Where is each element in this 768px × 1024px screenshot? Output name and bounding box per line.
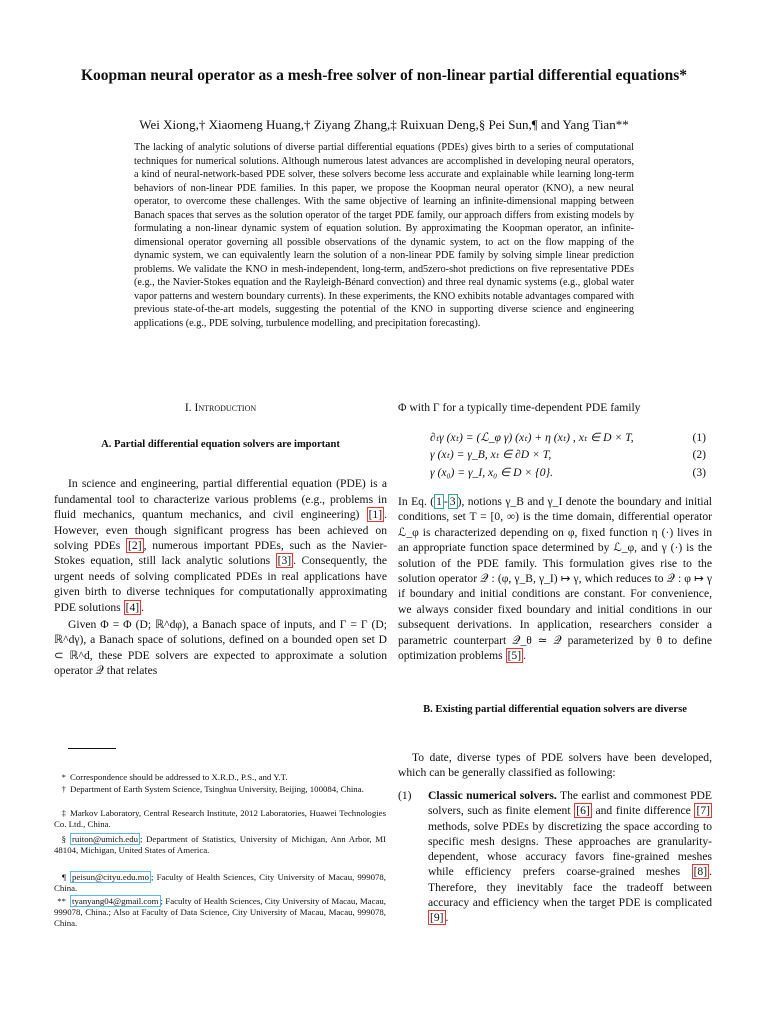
equation-link[interactable]: 1 <box>436 495 442 508</box>
equation-3: γ (x₀) = γ_I, x₀ ∈ D × {0}. (3) <box>430 466 706 479</box>
right-paragraph-2: To date, diverse types of PDE solvers have been developed, which can be generally classified as following: <box>398 751 712 780</box>
citation-link[interactable]: [4] <box>125 600 140 614</box>
footnote-6: ** tyanyang04@gmail.com ; Faculty of Health Sciences, City University of Macau, Macau, 999078, China.; Also at Faculty of Data Science, City University of Macau, Macau, 999078, China. <box>54 896 386 929</box>
citation-link[interactable]: [7] <box>696 804 711 818</box>
equation-link[interactable]: 3 <box>449 495 456 508</box>
footnote-1: * Correspondence should be addressed to X.R.D., P.S., and Y.T. <box>61 772 288 782</box>
subsection-heading-a: A. Partial differential equation solvers are important <box>101 439 340 451</box>
citation-link[interactable]: [6] <box>576 804 590 818</box>
author-list: Wei Xiong,† Xiaomeng Huang,† Ziyang Zhang,‡ Ruixuan Deng,§ Pei Sun,¶ and Yang Tian** <box>139 117 629 132</box>
intro-paragraph-2: Given Φ = Φ (D; ℝ^dφ), a Banach space of inputs, and Γ = Γ (D; ℝ^dγ), a Banach space of solutions, defined on a bounded open set D ⊂ ℝ^d, these PDE solvers are expected to approximate a solution operator 𝒬 that relates <box>54 618 387 678</box>
left-column <box>54 400 387 679</box>
solver-list <box>398 788 712 926</box>
subsection-b-block <box>398 703 712 717</box>
subsection-heading-b: B. Existing partial differential equation solvers are diverse <box>423 704 687 715</box>
section-heading-introduction: I. Introduction <box>184 401 257 414</box>
email-link[interactable]: peisun@cityu.edu.mo <box>72 872 149 882</box>
footnote-4: § ruiton@umich.edu ; Department of Statistics, University of Michigan, Ann Arbor, MI 48104, Michigan, United States of America. <box>54 834 386 856</box>
list-item: (1) Classic numerical solvers. The earlist and commonest PDE solvers, such as finite element [6] and finite difference [7] methods, solve PDEs by discretizing the space according to specific mesh designs. These approaches are granularity-dependent, whose accuracy favors fine-grained meshes while efficiency prefers coarse-grained meshes [8] . Therefore, they inevitably face the tradeoff between accuracy and efficiency when the target PDE is complicated [9] . <box>398 789 713 925</box>
citation-link[interactable]: [3] <box>277 554 292 568</box>
equation-1: ∂ₜγ (xₜ) = (ℒ_φ γ) (xₜ) + η (xₜ) , xₜ ∈ D × T, (1) <box>430 431 706 444</box>
abstract: The lacking of analytic solutions of diverse partial differential equations (PDEs) gives birth to a series of computational techniques for numerical solutions. Although numerous latest advances are accomplished in developing neural operators, a kind of neural-network-based PDE solver, these solvers become less accurate and explainable while learning long-term behaviors of non-linear PDE families. In this paper, we propose the Koopman neural operator (KNO), a new neural operator, to overcome these challenges. With the same objective of learning an infinite-dimensional mapping between Banach spaces that serves as the solution operator of the target PDE family, our approach differs from existing models by formulating a non-linear dynamic system of equation solution. By approximating the Koopman operator, an infinite-dimensional operator governing all possible observations of the dynamic system, to act on the flow mapping of the dynamic system, we can equivalently learn the solution of a non-linear PDE family by solving simple linear prediction problems. We validate the KNO in mesh-independent, long-term, and5zero-shot predictions on five representative PDEs (e.g., the Navier-Stokes equation and the Rayleigh-Bénard convection) and three real dynamic systems (e.g., global water vapor patterns and western boundary currents). In these experiments, the KNO exhibits notable advantages compared with previous state-of-the-art models, suggesting the potential of the KNO in supporting diverse science and engineering applications (e.g., PDE solving, turbulence modelling, and precipitation forecasting). <box>134 142 634 329</box>
email-link[interactable]: ruiton@umich.edu <box>72 834 139 844</box>
citation-link[interactable]: [2] <box>128 539 142 553</box>
equation-2: γ (xₜ) = γ_B, xₜ ∈ ∂D × T, (2) <box>430 448 706 461</box>
citation-link[interactable]: [1] <box>368 508 383 522</box>
citation-link[interactable]: [9] <box>430 911 444 925</box>
right-intro-line: Φ with Γ for a typically time-dependent PDE family <box>398 401 641 414</box>
citation-link[interactable]: [8] <box>693 865 708 879</box>
footnote-5: ¶ peisun@cityu.edu.mo ; Faculty of Health Sciences, City University of Macau, 999078, China. <box>54 872 386 894</box>
email-link[interactable]: tyanyang04@gmail.com <box>72 896 159 906</box>
paper-title: Koopman neural operator as a mesh-free solver of non-linear partial differential equations* <box>80 67 688 84</box>
intro-paragraph-1: In science and engineering, partial differential equation (PDE) is a fundamental tool to characterize various problems (e.g., problems in fluid mechanics, quantum mechanics, and civil engineering) [1] . However, even though significant progress has been achieved on solving PDEs [2] , numerous important PDEs, such as the Navier-Stokes equation, still lack analytic solutions [3] . Consequently, the urgent needs of solving complicated PDEs in real applications have given birth to diverse techniques for computationally approximating PDE solutions [4] . <box>54 477 388 614</box>
right-paragraph-1: In Eq. ( 1 - 3 ), notions γ_B and γ_I denote the boundary and initial conditions, set T = [0, ∞) is the time domain, differential operator ℒ_φ is characterized depending on φ, fixed function η (·) lives in an appropriate function space determined by ℒ_φ, and γ (·) is the solution of the PDE family. This formulation gives rise to the solution operator 𝒬 : (φ, γ_B, γ_I) ↦ γ, which reduces to 𝒬 : φ ↦ γ if boundary and initial conditions are constant. For convenience, we always consider fixed boundary and initial conditions in our subsequent derivations. In application, researchers consider a parametric counterpart 𝒬_θ ≃ 𝒬 parameterized by θ to define optimization problems [5] . <box>398 495 712 663</box>
footnote-3: ‡ Markov Laboratory, Central Research Institute, 2012 Laboratories, Huawei Technologies Co. Ltd., China. <box>54 808 386 830</box>
footnote-2: † Department of Earth System Science, Tsinghua University, Beijing, 100084, China. <box>61 784 364 794</box>
footnote-rule <box>68 748 116 749</box>
citation-link[interactable]: [5] <box>507 649 522 663</box>
